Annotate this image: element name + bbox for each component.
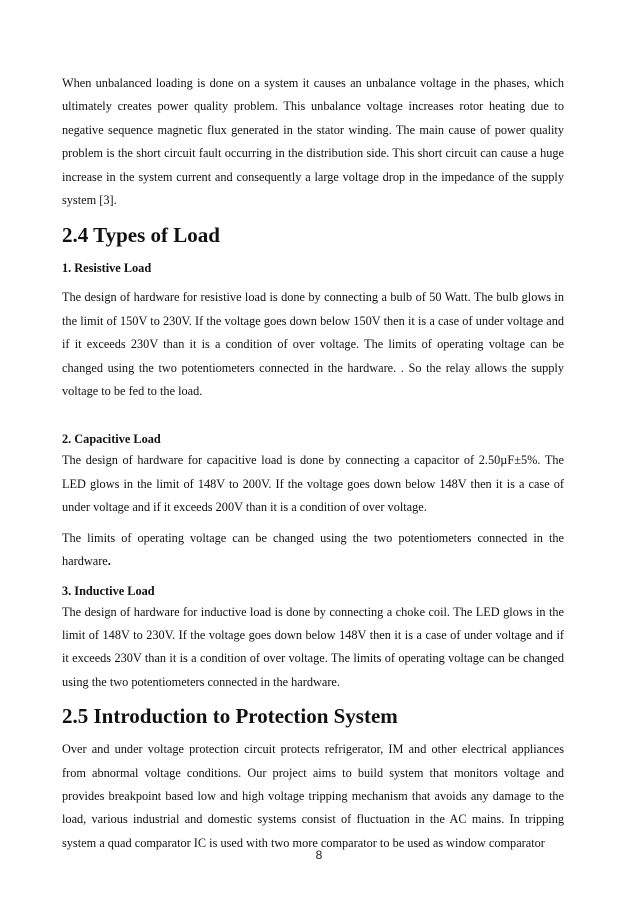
section-heading-protection-system: 2.5 Introduction to Protection System — [62, 704, 398, 729]
document-page — [62, 72, 564, 855]
protection-system-paragraph: Over and under voltage protection circuit protects refrigerator, IM and other electrical appliances from abnormal voltage conditions. Our project aims to build system that monitors voltage and provides breakpoint based low and high voltage tripping mechanism that avoids any damage to the load, various industrial and domestic systems consist of fluctuation in the AC mains. In tripping system a quad comparator IC is used with two more comparator to be used as window comparator — [62, 742, 564, 850]
capacitive-load-paragraph-2 — [62, 527, 564, 574]
subheading-resistive-load: 1. Resistive Load — [62, 261, 152, 276]
capacitive-load-paragraph-2-period: . — [107, 554, 111, 569]
page-number: 8 — [315, 848, 323, 862]
subheading-capacitive-load: 2. Capacitive Load — [62, 432, 161, 447]
resistive-load-paragraph: The design of hardware for resistive load is done by connecting a bulb of 50 Watt. The bulb glows in the limit of 150V to 230V. If the voltage goes down below 150V then it is a case of under voltage and if it exceeds 230V than it is a condition of over voltage. The limits of operating voltage can be changed using the two potentiometers connected in the hardware. . So the relay allows the supply voltage to be fed to the load. — [62, 290, 564, 399]
capacitive-load-paragraph: The design of hardware for capacitive load is done by connecting a capacitor of 2.50µF±5%. The LED glows in the limit of 148V to 200V. If the voltage goes down below 148V then it is a case of under voltage and if it exceeds 200V than it is a condition of over voltage. — [62, 453, 564, 515]
subheading-inductive-load: 3. Inductive Load — [62, 583, 155, 598]
section-heading-types-of-load: 2.4 Types of Load — [62, 223, 220, 248]
capacitive-load-paragraph-2-text: The limits of operating voltage can be changed using the two potentiometers connected in the hardware — [62, 530, 564, 569]
intro-paragraph: When unbalanced loading is done on a system it causes an unbalance voltage in the phases, which ultimately creates power quality problem. This unbalance voltage increases rotor heating due to negative sequence magnetic flux generated in the stator winding. The main cause of power quality problem is the short circuit fault occurring in the distribution side. This short circuit can cause a huge increase in the system current and consequently a large voltage drop in the impedance of the supply system [3]. — [62, 76, 564, 208]
inductive-load-paragraph: The design of hardware for inductive load is done by connecting a choke coil. The LED glows in the limit of 148V to 230V. If the voltage goes down below 148V then it is a case of under voltage and if it exceeds 230V than it is a condition of over voltage. The limits of operating voltage can be changed using the two potentiometers connected in the hardware. — [62, 604, 564, 689]
